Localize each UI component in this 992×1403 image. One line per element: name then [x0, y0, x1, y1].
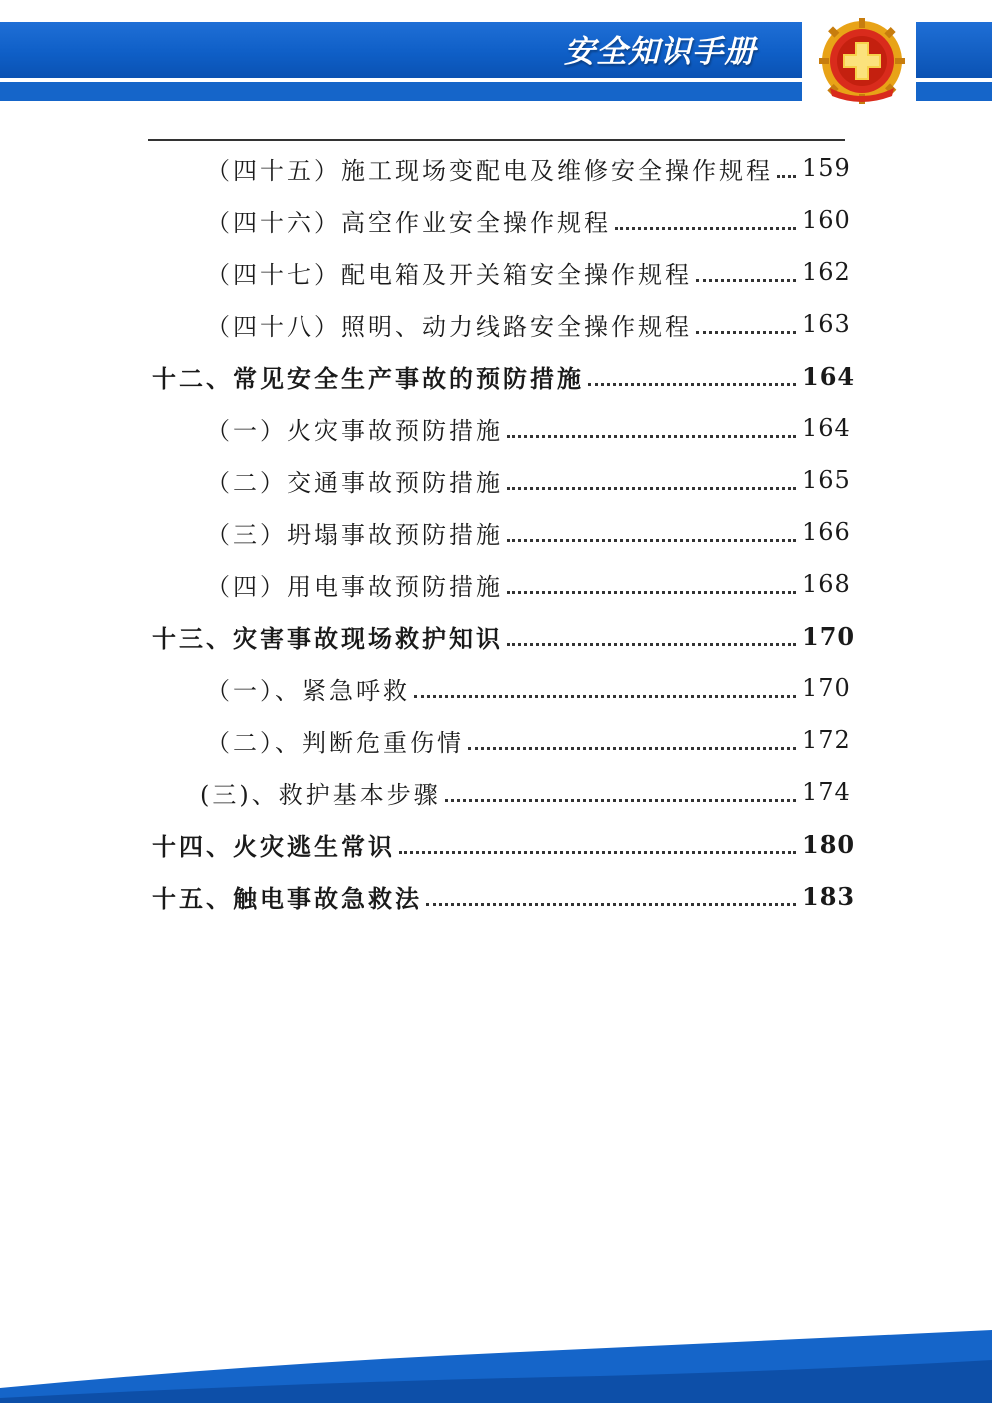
- toc-section-row[interactable]: [150, 766, 851, 818]
- toc-page-number: 164: [802, 361, 856, 391]
- toc-entry-label: 十五、触电事故急救法: [152, 883, 422, 913]
- toc-dot-leader: [414, 671, 796, 698]
- toc-dot-leader: [507, 463, 796, 490]
- toc-entry-label: （四十六）高空作业安全操作规程: [206, 208, 611, 237]
- toc-dot-leader: [507, 567, 796, 594]
- toc-entry-label: （二）交通事故预防措施: [206, 468, 503, 497]
- toc-dot-leader: [445, 775, 796, 802]
- toc-section-row[interactable]: [150, 506, 851, 558]
- toc-page-number: 163: [802, 310, 851, 338]
- toc-page-number: 170: [802, 621, 856, 651]
- toc-entry-label: （四十八）照明、动力线路安全操作规程: [206, 312, 692, 341]
- footer-wave: [0, 1330, 992, 1403]
- toc-dot-leader: [507, 515, 796, 542]
- safety-cross-emblem-icon: [812, 18, 912, 104]
- toc-chapter-row[interactable]: [150, 610, 856, 662]
- toc-dot-leader: [777, 151, 796, 178]
- toc-entry-label: （一）火灾事故预防措施: [206, 416, 503, 445]
- toc-dot-leader: [696, 307, 796, 334]
- top-rule: [148, 139, 845, 141]
- toc-page-number: 183: [802, 881, 856, 911]
- toc-page-number: 159: [802, 154, 851, 182]
- toc-page-number: 180: [802, 829, 856, 859]
- toc-page-number: 164: [802, 414, 851, 442]
- toc-page-number: 172: [802, 726, 851, 754]
- toc-section-row[interactable]: [150, 454, 851, 506]
- toc-section-row[interactable]: [150, 662, 851, 714]
- header-right-block: [916, 22, 992, 78]
- toc-chapter-row[interactable]: [150, 818, 856, 870]
- toc-chapter-row[interactable]: [150, 870, 856, 922]
- toc-section-row[interactable]: [150, 298, 851, 350]
- toc-dot-leader: [507, 411, 796, 438]
- toc-entry-label: (三)、救护基本步骤: [200, 780, 441, 809]
- toc-section-row[interactable]: [150, 246, 851, 298]
- toc-entry-label: 十四、火灾逃生常识: [152, 831, 395, 861]
- toc-dot-leader: [468, 723, 796, 750]
- toc-page-number: 168: [802, 570, 851, 598]
- toc-entry-label: 十三、灾害事故现场救护知识: [152, 623, 503, 653]
- toc-dot-leader: [426, 879, 796, 906]
- header-title: 安全知识手册: [564, 34, 756, 70]
- toc-dot-leader: [507, 619, 796, 646]
- header-right-underline: [916, 82, 992, 101]
- toc-section-row[interactable]: [150, 194, 851, 246]
- toc-entry-label: （四十五）施工现场变配电及维修安全操作规程: [206, 156, 773, 185]
- toc-page-number: 160: [802, 206, 851, 234]
- toc-entry-label: （四）用电事故预防措施: [206, 572, 503, 601]
- toc-entry-label: 十二、常见安全生产事故的预防措施: [152, 363, 584, 393]
- header-underline: [0, 82, 802, 101]
- toc-page-number: 170: [802, 674, 851, 702]
- toc-dot-leader: [399, 827, 796, 854]
- toc-section-row[interactable]: [150, 558, 851, 610]
- toc-entry-label: （一）、紧急呼救: [206, 676, 410, 705]
- toc-page-number: 162: [802, 258, 851, 286]
- toc-section-row[interactable]: [150, 402, 851, 454]
- toc-page-number: 166: [802, 518, 851, 546]
- toc-entry-label: （四十七）配电箱及开关箱安全操作规程: [206, 260, 692, 289]
- toc-chapter-row[interactable]: [150, 350, 856, 402]
- toc-page-number: 165: [802, 466, 851, 494]
- toc-page-number: 174: [802, 778, 851, 806]
- table-of-contents: [150, 142, 856, 922]
- toc-section-row[interactable]: [150, 714, 851, 766]
- toc-dot-leader: [615, 203, 796, 230]
- toc-entry-label: （二）、判断危重伤情: [206, 728, 464, 757]
- toc-entry-label: （三）坍塌事故预防措施: [206, 520, 503, 549]
- toc-dot-leader: [588, 359, 796, 386]
- toc-section-row[interactable]: [150, 142, 851, 194]
- toc-dot-leader: [696, 255, 796, 282]
